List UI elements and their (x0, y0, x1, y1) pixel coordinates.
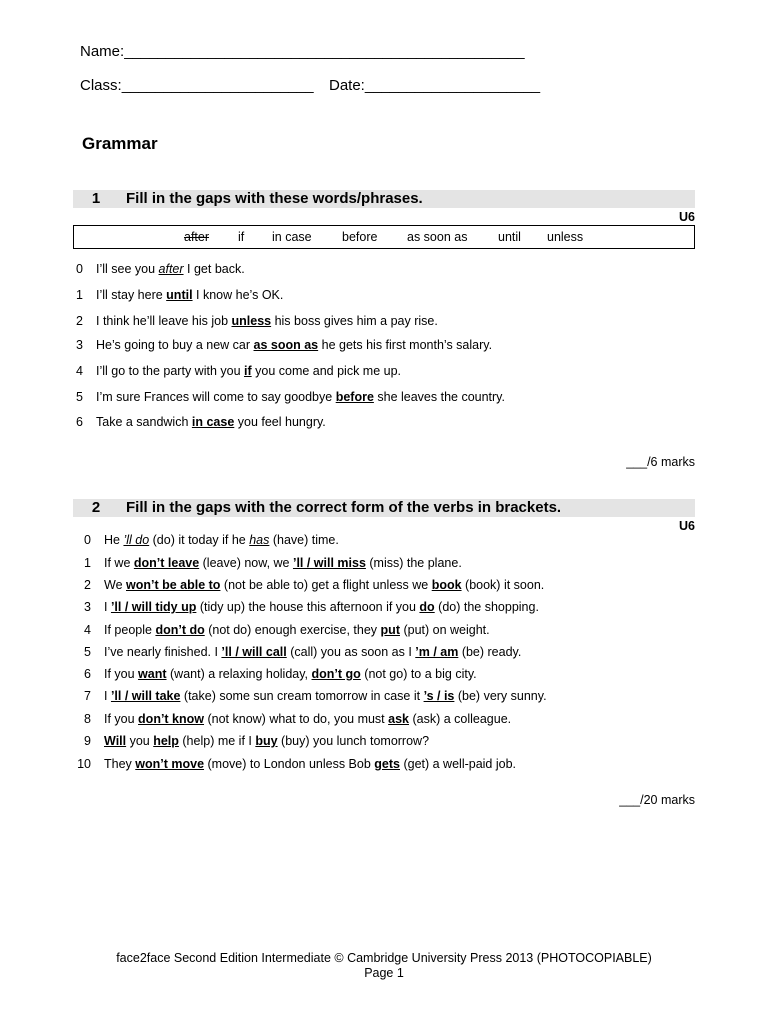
answer: put (380, 623, 400, 637)
answer: as soon as (253, 338, 319, 352)
page-number: Page 1 (364, 966, 404, 980)
name-field (80, 43, 525, 60)
class-blank: _______________________ (121, 77, 314, 94)
item-sentence (104, 712, 511, 726)
sentence-text: (tidy up) the house this afternoon if you (196, 600, 420, 614)
sentence-text: Take a sandwich (96, 415, 192, 429)
section1-title: Fill in the gaps with these words/phrases. (126, 190, 423, 207)
sentence-text: (buy) you lunch tomorrow? (277, 734, 430, 748)
item-sentence (96, 314, 438, 328)
item-number: 3 (84, 600, 91, 614)
item-number: 7 (84, 689, 91, 703)
item-sentence (104, 757, 516, 771)
sentence-text: (do) the shopping. (434, 600, 539, 614)
section2-header (73, 499, 695, 517)
sentence-text: (want) a relaxing holiday, (166, 667, 312, 681)
answer: don’t go (311, 667, 361, 681)
word-after: after (184, 230, 210, 244)
answer: in case (191, 415, 235, 429)
answer: buy (255, 734, 278, 748)
item-sentence (104, 533, 339, 547)
item-number: 5 (76, 390, 83, 404)
answer: Will (104, 734, 127, 748)
section2-marks: ___/20 marks (619, 793, 695, 807)
name-label: Name: (80, 43, 125, 60)
sentence-text: (get) a well-paid job. (399, 757, 517, 771)
word-before: before (342, 230, 378, 244)
answer: ask (388, 712, 409, 726)
section1-marks: ___/6 marks (626, 455, 695, 469)
sentence-text: (not be able to) get a flight unless we (220, 578, 432, 592)
item-sentence (104, 667, 477, 681)
sentence-text: I’ll go to the party with you (96, 364, 244, 378)
word-if: if (238, 230, 245, 244)
item-number: 4 (84, 623, 91, 637)
item-sentence (96, 262, 245, 276)
item-number: 6 (76, 415, 83, 429)
page-heading: Grammar (82, 134, 158, 153)
sentence-text: (miss) the plane. (365, 556, 462, 570)
sentence-text: We (104, 578, 126, 592)
sentence-text: I (104, 600, 111, 614)
sentence-text: I know he’s OK. (192, 288, 284, 302)
item-number: 8 (84, 712, 91, 726)
answer: if (244, 364, 252, 378)
item-sentence (96, 390, 505, 404)
sentence-text: (help) me if I (178, 734, 256, 748)
sentence-text: (have) time. (269, 533, 339, 547)
sentence-text: I think he’ll leave his job (96, 314, 232, 328)
sentence-text: you (126, 734, 154, 748)
sentence-text: I’ve nearly finished. I (104, 645, 222, 659)
item-number: 9 (84, 734, 91, 748)
sentence-text: (call) you as soon as I (286, 645, 416, 659)
item-number: 3 (76, 338, 83, 352)
class-field (80, 77, 314, 94)
sentence-text: If we (104, 556, 134, 570)
answer: don’t do (155, 623, 205, 637)
date-blank: _____________________ (364, 77, 541, 94)
item-sentence (104, 578, 544, 592)
answer: don’t leave (133, 556, 200, 570)
word-until: until (498, 230, 521, 244)
sentence-text: she leaves the country. (373, 390, 505, 404)
sentence-text: he gets his first month’s salary. (318, 338, 493, 352)
word-as-soon-as: as soon as (407, 230, 468, 244)
answer: ’ll / will take (110, 689, 181, 703)
answer: help (153, 734, 179, 748)
sentence-text: (do) it today if he (149, 533, 250, 547)
answer: won’t move (135, 757, 205, 771)
item-sentence (104, 689, 547, 703)
example-answer: after (158, 262, 184, 276)
footer-copyright: face2face Second Edition Intermediate © Cambridge University Press 2013 (PHOTOCOPIABLE) (116, 951, 652, 965)
item-number: 0 (76, 262, 83, 276)
item-number: 6 (84, 667, 91, 681)
sentence-text: (not go) to a big city. (360, 667, 477, 681)
section1-number: 1 (91, 190, 101, 207)
date-label: Date: (329, 77, 365, 94)
sentence-text: you feel hungry. (234, 415, 326, 429)
item-sentence (96, 288, 283, 302)
item-number: 10 (77, 757, 91, 771)
word-box (73, 225, 695, 249)
answer: ’m / am (415, 645, 459, 659)
word-in-case: in case (272, 230, 312, 244)
sentence-text: (book) it soon. (461, 578, 545, 592)
section1-unit: U6 (679, 210, 695, 224)
answer: do (419, 600, 435, 614)
sentence-text: (leave) now, we (199, 556, 293, 570)
class-label: Class: (80, 77, 122, 94)
answer: gets (374, 757, 400, 771)
answer: book (431, 578, 462, 592)
answer: unless (231, 314, 272, 328)
answer: before (335, 390, 374, 404)
sentence-text: He (104, 533, 124, 547)
sentence-text: his boss gives him a pay rise. (271, 314, 438, 328)
item-sentence (96, 415, 326, 429)
item-sentence (104, 645, 521, 659)
item-number: 1 (76, 288, 83, 302)
item-sentence (96, 338, 492, 352)
answer: ’ll / will tidy up (110, 600, 197, 614)
item-number: 4 (76, 364, 83, 378)
name-blank: ________________________________________________ (124, 43, 525, 60)
example-answer: ’ll do (123, 533, 150, 547)
sentence-text: (put) on weight. (399, 623, 490, 637)
sentence-text: If you (104, 712, 139, 726)
sentence-text: (be) very sunny. (454, 689, 547, 703)
sentence-text: (be) ready. (458, 645, 522, 659)
sentence-text: If you (104, 667, 139, 681)
answer: don’t know (138, 712, 205, 726)
section2-title: Fill in the gaps with the correct form of the verbs in brackets. (126, 499, 562, 516)
sentence-text: I (104, 689, 111, 703)
item-sentence (104, 734, 429, 748)
item-number: 0 (84, 533, 91, 547)
answer: ’ll / will call (221, 645, 287, 659)
sentence-text: (not know) what to do, you must (204, 712, 389, 726)
sentence-text: I get back. (183, 262, 245, 276)
item-sentence (104, 556, 462, 570)
sentence-text: They (104, 757, 136, 771)
item-number: 5 (84, 645, 91, 659)
item-sentence (104, 623, 490, 637)
item-number: 1 (84, 556, 91, 570)
sentence-text: (ask) a colleague. (409, 712, 512, 726)
answer: want (138, 667, 167, 681)
example-answer: has (249, 533, 270, 547)
sentence-text: He’s going to buy a new car (96, 338, 254, 352)
section1-header (73, 190, 695, 208)
answer: won’t be able to (126, 578, 221, 592)
sentence-text: you come and pick me up. (251, 364, 402, 378)
sentence-text: (not do) enough exercise, they (204, 623, 381, 637)
word-unless: unless (547, 230, 584, 244)
item-number: 2 (84, 578, 91, 592)
sentence-text: If people (104, 623, 156, 637)
sentence-text: I’ll see you (96, 262, 159, 276)
item-sentence (104, 600, 539, 614)
section2-number: 2 (91, 499, 101, 516)
sentence-text: (move) to London unless Bob (204, 757, 375, 771)
item-number: 2 (76, 314, 83, 328)
answer: ’s / is (423, 689, 455, 703)
section2-unit: U6 (679, 519, 695, 533)
item-sentence (96, 364, 401, 378)
sentence-text: (take) some sun cream tomorrow in case it (180, 689, 424, 703)
answer: ’ll / will miss (292, 556, 366, 570)
sentence-text: I’m sure Frances will come to say goodbye (96, 390, 336, 404)
sentence-text: I’ll stay here (96, 288, 167, 302)
answer: until (166, 288, 193, 302)
date-field (329, 77, 540, 94)
